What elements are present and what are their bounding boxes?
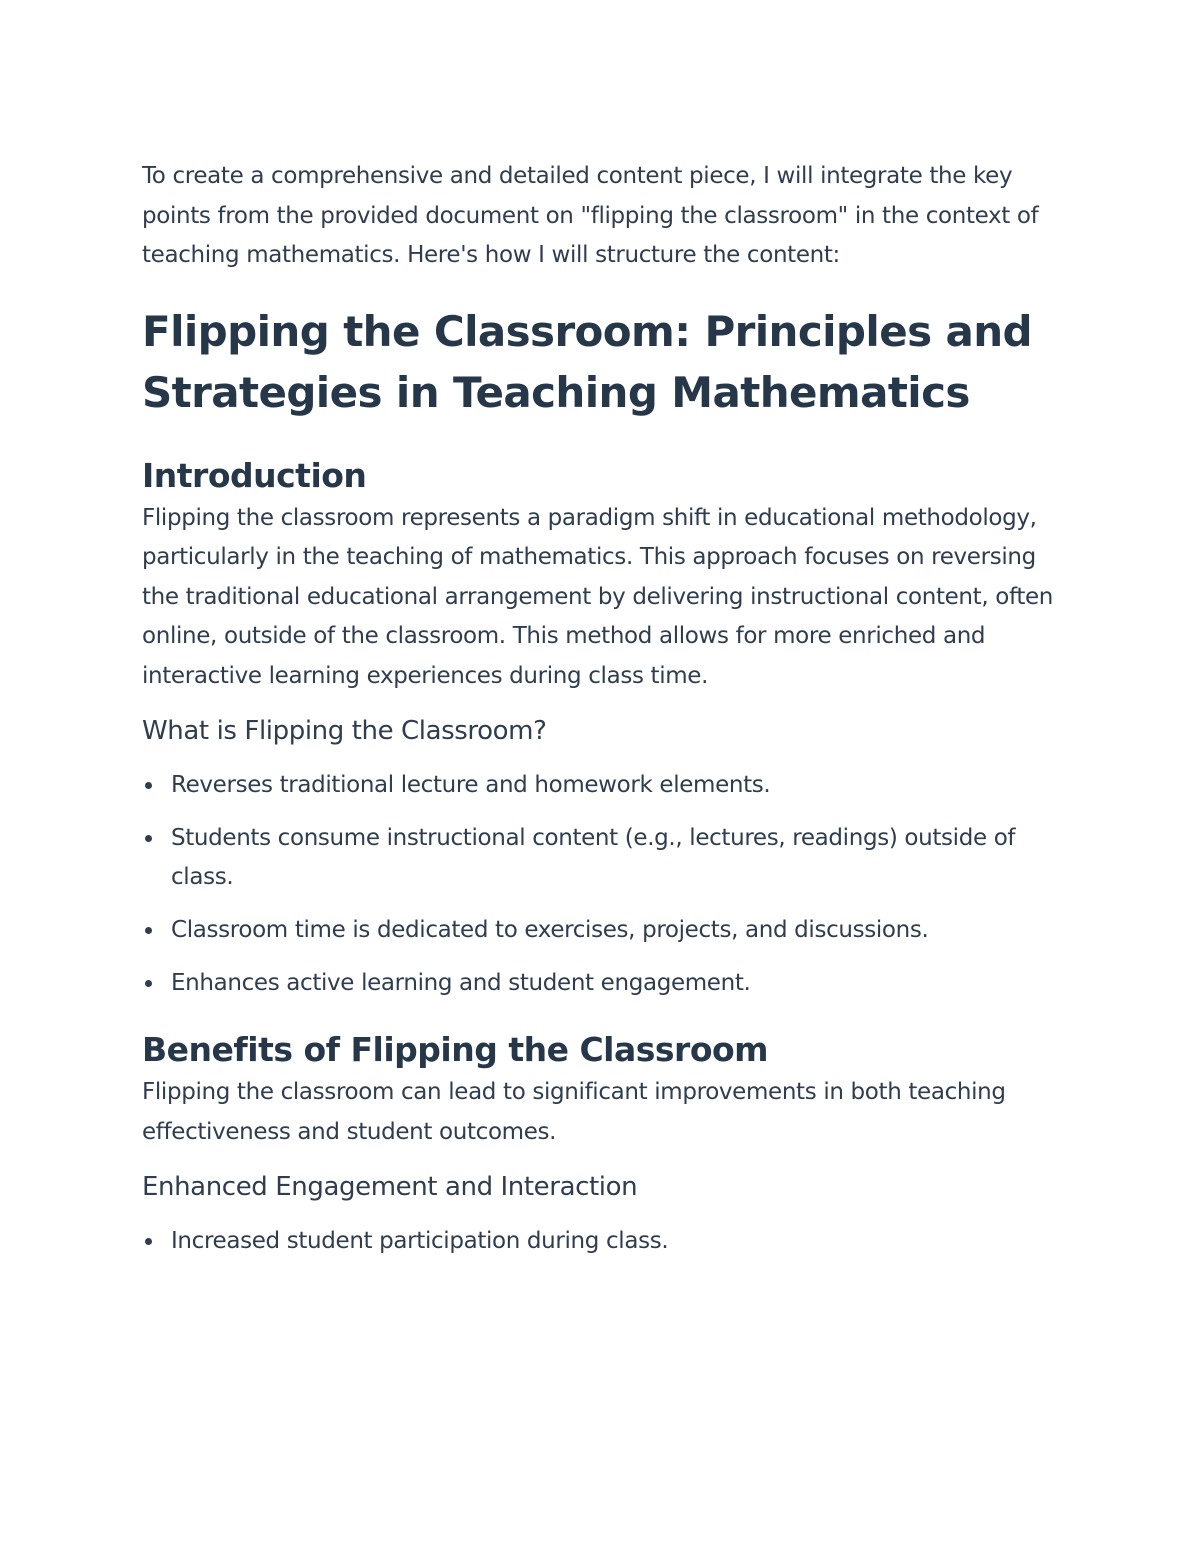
bullet-icon bbox=[145, 927, 152, 934]
subheading-enhanced-engagement: Enhanced Engagement and Interaction bbox=[142, 1172, 638, 1202]
bullet-icon bbox=[145, 835, 152, 842]
list-item-text: Increased student participation during class. bbox=[171, 1228, 669, 1254]
list-item-text: Reverses traditional lecture and homework elements. bbox=[171, 772, 771, 798]
benefits-paragraph: Flipping the classroom can lead to significant improvements in both teaching effectiveness and student outcomes. bbox=[142, 1079, 1006, 1145]
bullet-icon bbox=[145, 782, 152, 789]
list-item-text: Students consume instructional content (e.g., lectures, readings) outside of class. bbox=[171, 825, 1016, 890]
what-is-flipping-list bbox=[142, 766, 1060, 1003]
list-item bbox=[142, 1222, 1060, 1261]
document-title: Flipping the Classroom: Principles and Strategies in Teaching Mathematics bbox=[142, 306, 1033, 417]
list-item-text: Enhances active learning and student engagement. bbox=[171, 970, 751, 996]
section-heading-introduction: Introduction bbox=[142, 455, 367, 495]
list-item bbox=[142, 766, 1060, 805]
bullet-icon bbox=[145, 1238, 152, 1245]
subheading-what-is-flipping: What is Flipping the Classroom? bbox=[142, 716, 547, 746]
enhanced-engagement-list bbox=[142, 1222, 1060, 1261]
introduction-paragraph: Flipping the classroom represents a paradigm shift in educational methodology, particularly in the teaching of mathematics. This approach focuses on reversing the traditional educational arrangement by delivering instructional content, often online, outside of the classroom. This method allows for more enriched and interactive learning experiences during class time. bbox=[142, 504, 1054, 689]
list-item bbox=[142, 819, 1060, 897]
list-item bbox=[142, 964, 1060, 1003]
section-heading-benefits: Benefits of Flipping the Classroom bbox=[142, 1030, 769, 1069]
bullet-icon bbox=[145, 980, 152, 987]
list-item-text: Classroom time is dedicated to exercises, projects, and discussions. bbox=[171, 917, 929, 943]
list-item bbox=[142, 911, 1060, 950]
intro-paragraph: To create a comprehensive and detailed content piece, I will integrate the key points from the provided document on "flipping the classroom" in the context of teaching mathematics. Here's how I will structure the content: bbox=[142, 163, 1039, 268]
